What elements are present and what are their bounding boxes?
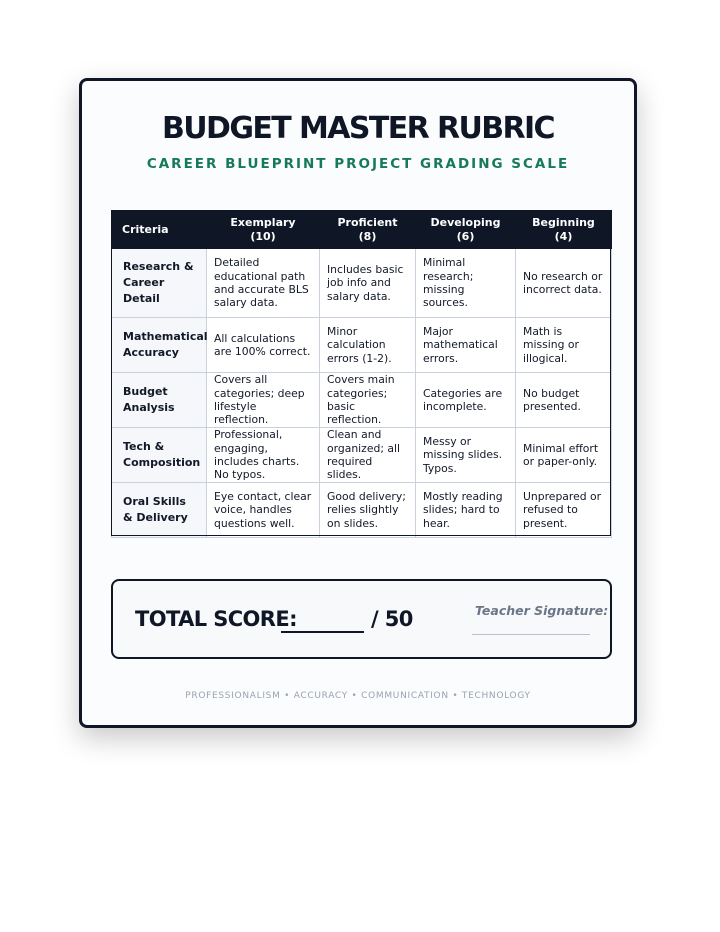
proficient-cell: Covers main categories; basic reflection.: [320, 373, 416, 428]
teacher-signature-label: Teacher Signature:: [475, 603, 609, 618]
column-header-exemplary: Exemplary (10): [207, 211, 320, 249]
table-row: [112, 249, 612, 318]
beginning-cell: No budget presented.: [516, 373, 612, 428]
column-header-proficient: Proficient (8): [320, 211, 416, 249]
criteria-cell: Research & Career Detail: [112, 249, 207, 318]
proficient-cell: Clean and organized; all required slides.: [320, 428, 416, 483]
beginning-cell: No research or incorrect data.: [516, 249, 612, 318]
rubric-card: [79, 78, 637, 728]
column-header-criteria: Criteria: [112, 211, 207, 249]
criteria-cell: Mathematical Accuracy: [112, 318, 207, 373]
proficient-cell: Includes basic job info and salary data.: [320, 249, 416, 318]
proficient-cell: Good delivery; relies slightly on slides.: [320, 483, 416, 538]
table-row: [112, 428, 612, 483]
score-box: [111, 579, 612, 659]
total-score-label: TOTAL SCORE:: [135, 607, 297, 631]
exemplary-cell: Eye contact, clear voice, handles questions well.: [207, 483, 320, 538]
exemplary-cell: Professional, engaging, includes charts. No typos.: [207, 428, 320, 483]
page-title: BUDGET MASTER RUBRIC: [162, 110, 554, 147]
developing-cell: Mostly reading slides; hard to hear.: [416, 483, 516, 538]
developing-cell: Major mathematical errors.: [416, 318, 516, 373]
signature-line: [472, 634, 590, 635]
developing-cell: Minimal research; missing sources.: [416, 249, 516, 318]
beginning-cell: Minimal effort or paper-only.: [516, 428, 612, 483]
rubric-table: [111, 210, 612, 538]
exemplary-cell: Detailed educational path and accurate BLS salary data.: [207, 249, 320, 318]
table-header-row: [112, 211, 612, 249]
proficient-cell: Minor calculation errors (1-2).: [320, 318, 416, 373]
column-header-beginning: Beginning (4): [516, 211, 612, 249]
criteria-cell: Oral Skills & Delivery: [112, 483, 207, 538]
developing-cell: Messy or missing slides. Typos.: [416, 428, 516, 483]
page-subtitle: CAREER BLUEPRINT PROJECT GRADING SCALE: [146, 156, 570, 172]
table-row: [112, 318, 612, 373]
exemplary-cell: Covers all categories; deep lifestyle reflection.: [207, 373, 320, 428]
beginning-cell: Math is missing or illogical.: [516, 318, 612, 373]
column-header-developing: Developing (6): [416, 211, 516, 249]
exemplary-cell: All calculations are 100% correct.: [207, 318, 320, 373]
table-row: [112, 483, 612, 538]
table-row: [112, 373, 612, 428]
beginning-cell: Unprepared or refused to present.: [516, 483, 612, 538]
criteria-cell: Tech & Composition: [112, 428, 207, 483]
developing-cell: Categories are incomplete.: [416, 373, 516, 428]
score-max: / 50: [371, 607, 413, 631]
footer-tagline: PROFESSIONALISM • ACCURACY • COMMUNICATION • TECHNOLOGY: [185, 691, 531, 701]
score-blank-line: [281, 631, 364, 633]
criteria-cell: Budget Analysis: [112, 373, 207, 428]
